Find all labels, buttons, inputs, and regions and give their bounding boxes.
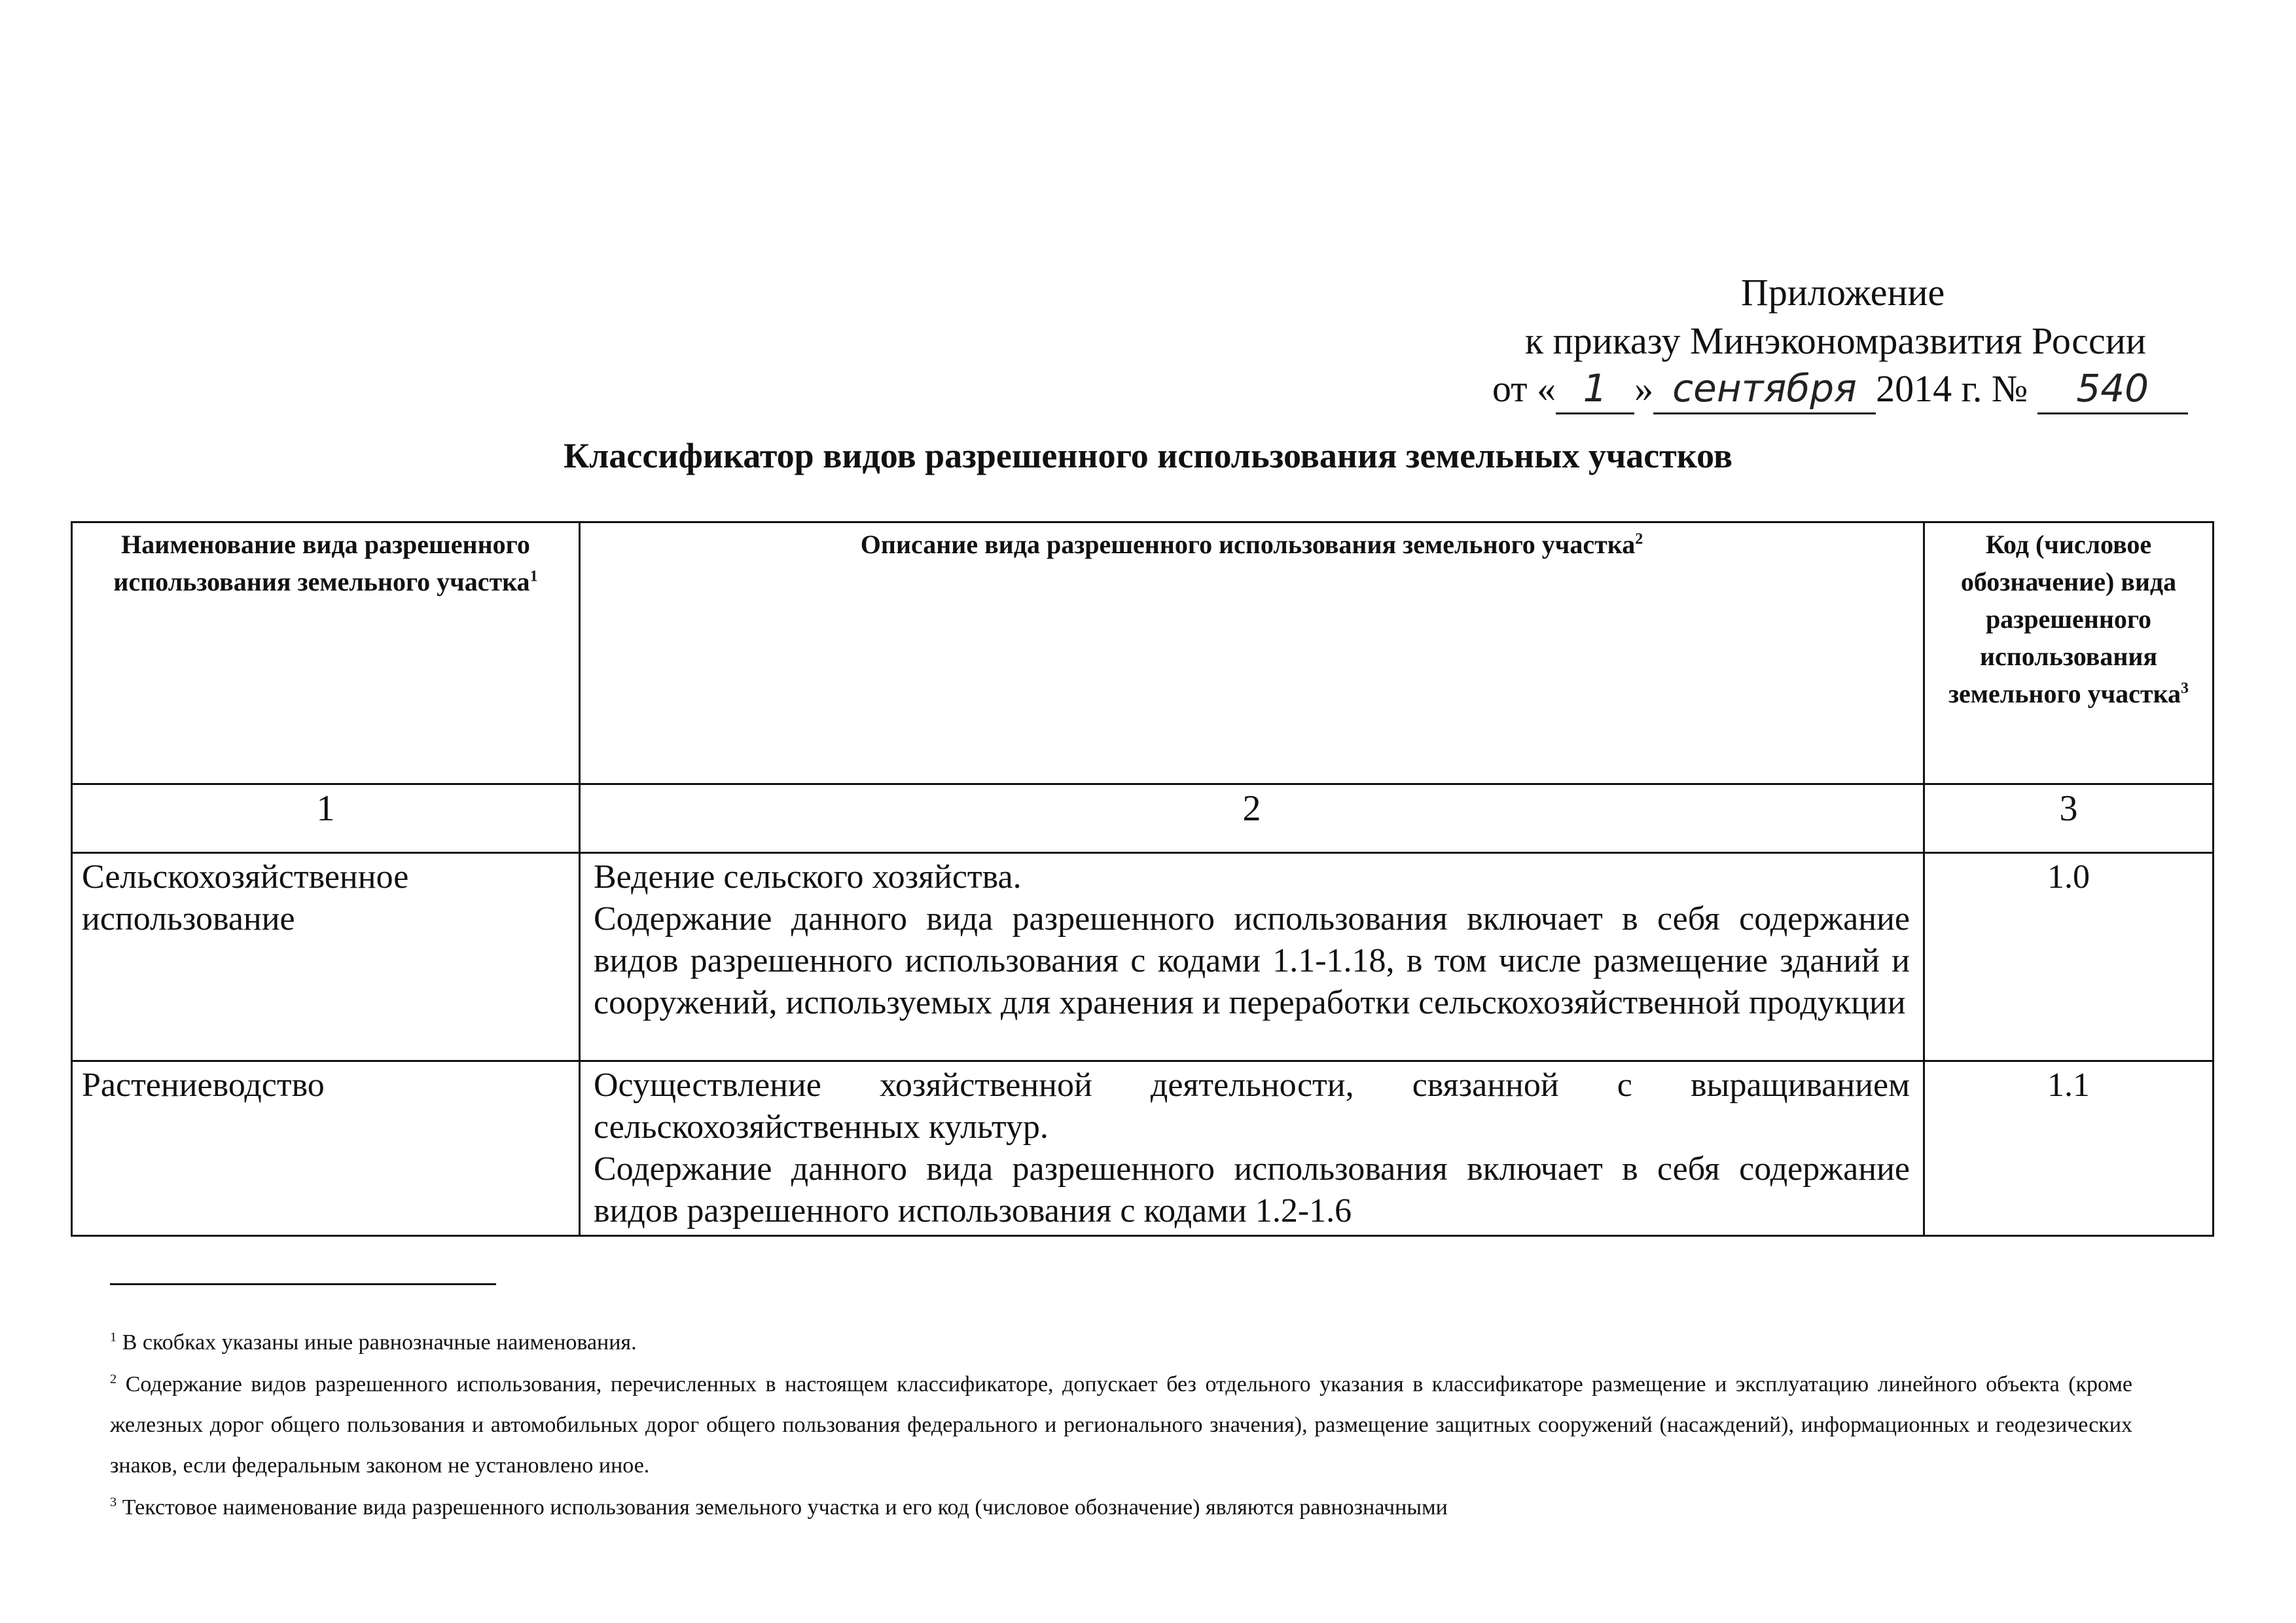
description-paragraph: Содержание данного вида разрешенного использования включает в себя содержание видов разрешенного использования с кодами 1.1-1.18, в том числе размещение зданий и сооружений, используемых для хранения и переработки сельскохозяйственной продукции [594,900,1910,1021]
date-mid: » [1634,367,1654,410]
table-row [72,1061,2214,1236]
footnote-separator [110,1283,496,1285]
description-paragraph: Ведение сельского хозяйства. [594,858,1022,896]
handwritten-day: 1 [1556,364,1634,414]
handwritten-month: сентября [1653,364,1876,414]
footnote-mark: 3 [110,1495,117,1510]
footnotes [110,1322,2132,1529]
appendix-order-ref: к приказу Минэкономразвития России [1525,319,2146,362]
date-year: 2014 г. № [1876,367,2028,410]
handwritten-order-number: 540 [2037,364,2188,414]
footnote-text: В скобках указаны иные равнозначные наименования. [122,1330,637,1355]
header-description-text: Описание вида разрешенного использования земельного участка [860,530,1636,559]
header-name-footnote-mark: 1 [529,568,538,585]
row-name: Растениеводство [72,1061,580,1236]
column-number: 3 [1924,784,2214,853]
row-description [580,1061,1924,1236]
date-prefix: от « [1492,367,1556,410]
classifier-table [71,521,2214,1237]
footnote-2 [110,1364,2132,1486]
column-number: 1 [72,784,580,853]
header-name-text: Наименование вида разрешенного использования земельного участка [113,530,530,596]
appendix-title: Приложение [1741,271,1945,314]
row-code: 1.1 [1924,1061,2214,1236]
footnote-1 [110,1322,2132,1363]
footnote-text: Содержание видов разрешенного использования, перечисленных в настоящем классификаторе, допускает без отдельного указания в классификаторе размещение и эксплуатацию линейного объекта (кроме железных дорог общего пользования и автомобильных дорог общего пользования федерального и регионального значения), размещение защитных сооружений (насаждений), информационных и геодезических знаков, если федеральным законом не установлено иное. [110,1372,2133,1478]
header-description [580,522,1924,784]
header-code-text: Код (числовое обозначение) вида разрешенного использования земельного участка [1948,530,2181,708]
appendix-date-line [1492,364,2188,414]
footnote-mark: 1 [110,1330,117,1345]
row-code: 1.0 [1924,853,2214,1061]
document-title: Классификатор видов разрешенного использования земельных участков [563,436,1732,475]
row-name: Сельскохозяйственное использование [72,853,580,1061]
row-description [580,853,1924,1061]
description-paragraph: Содержание данного вида разрешенного использования включает в себя содержание видов разрешенного использования с кодами 1.2-1.6 [594,1150,1910,1230]
header-code-footnote-mark: 3 [2181,680,2189,697]
header-name [72,522,580,784]
table-header-row [72,522,2214,784]
header-code [1924,522,2214,784]
column-number-row [72,784,2214,853]
footnote-text: Текстовое наименование вида разрешенного использования земельного участка и его код (числовое обозначение) являются равнозначными [122,1495,1448,1520]
description-paragraph: Осуществление хозяйственной деятельности, связанной с выращиванием сельскохозяйственных культур. [594,1067,1910,1146]
column-number: 2 [580,784,1924,853]
header-description-footnote-mark: 2 [1635,530,1643,548]
footnote-mark: 2 [110,1372,117,1387]
footnote-3 [110,1487,2132,1528]
table-row [72,853,2214,1061]
